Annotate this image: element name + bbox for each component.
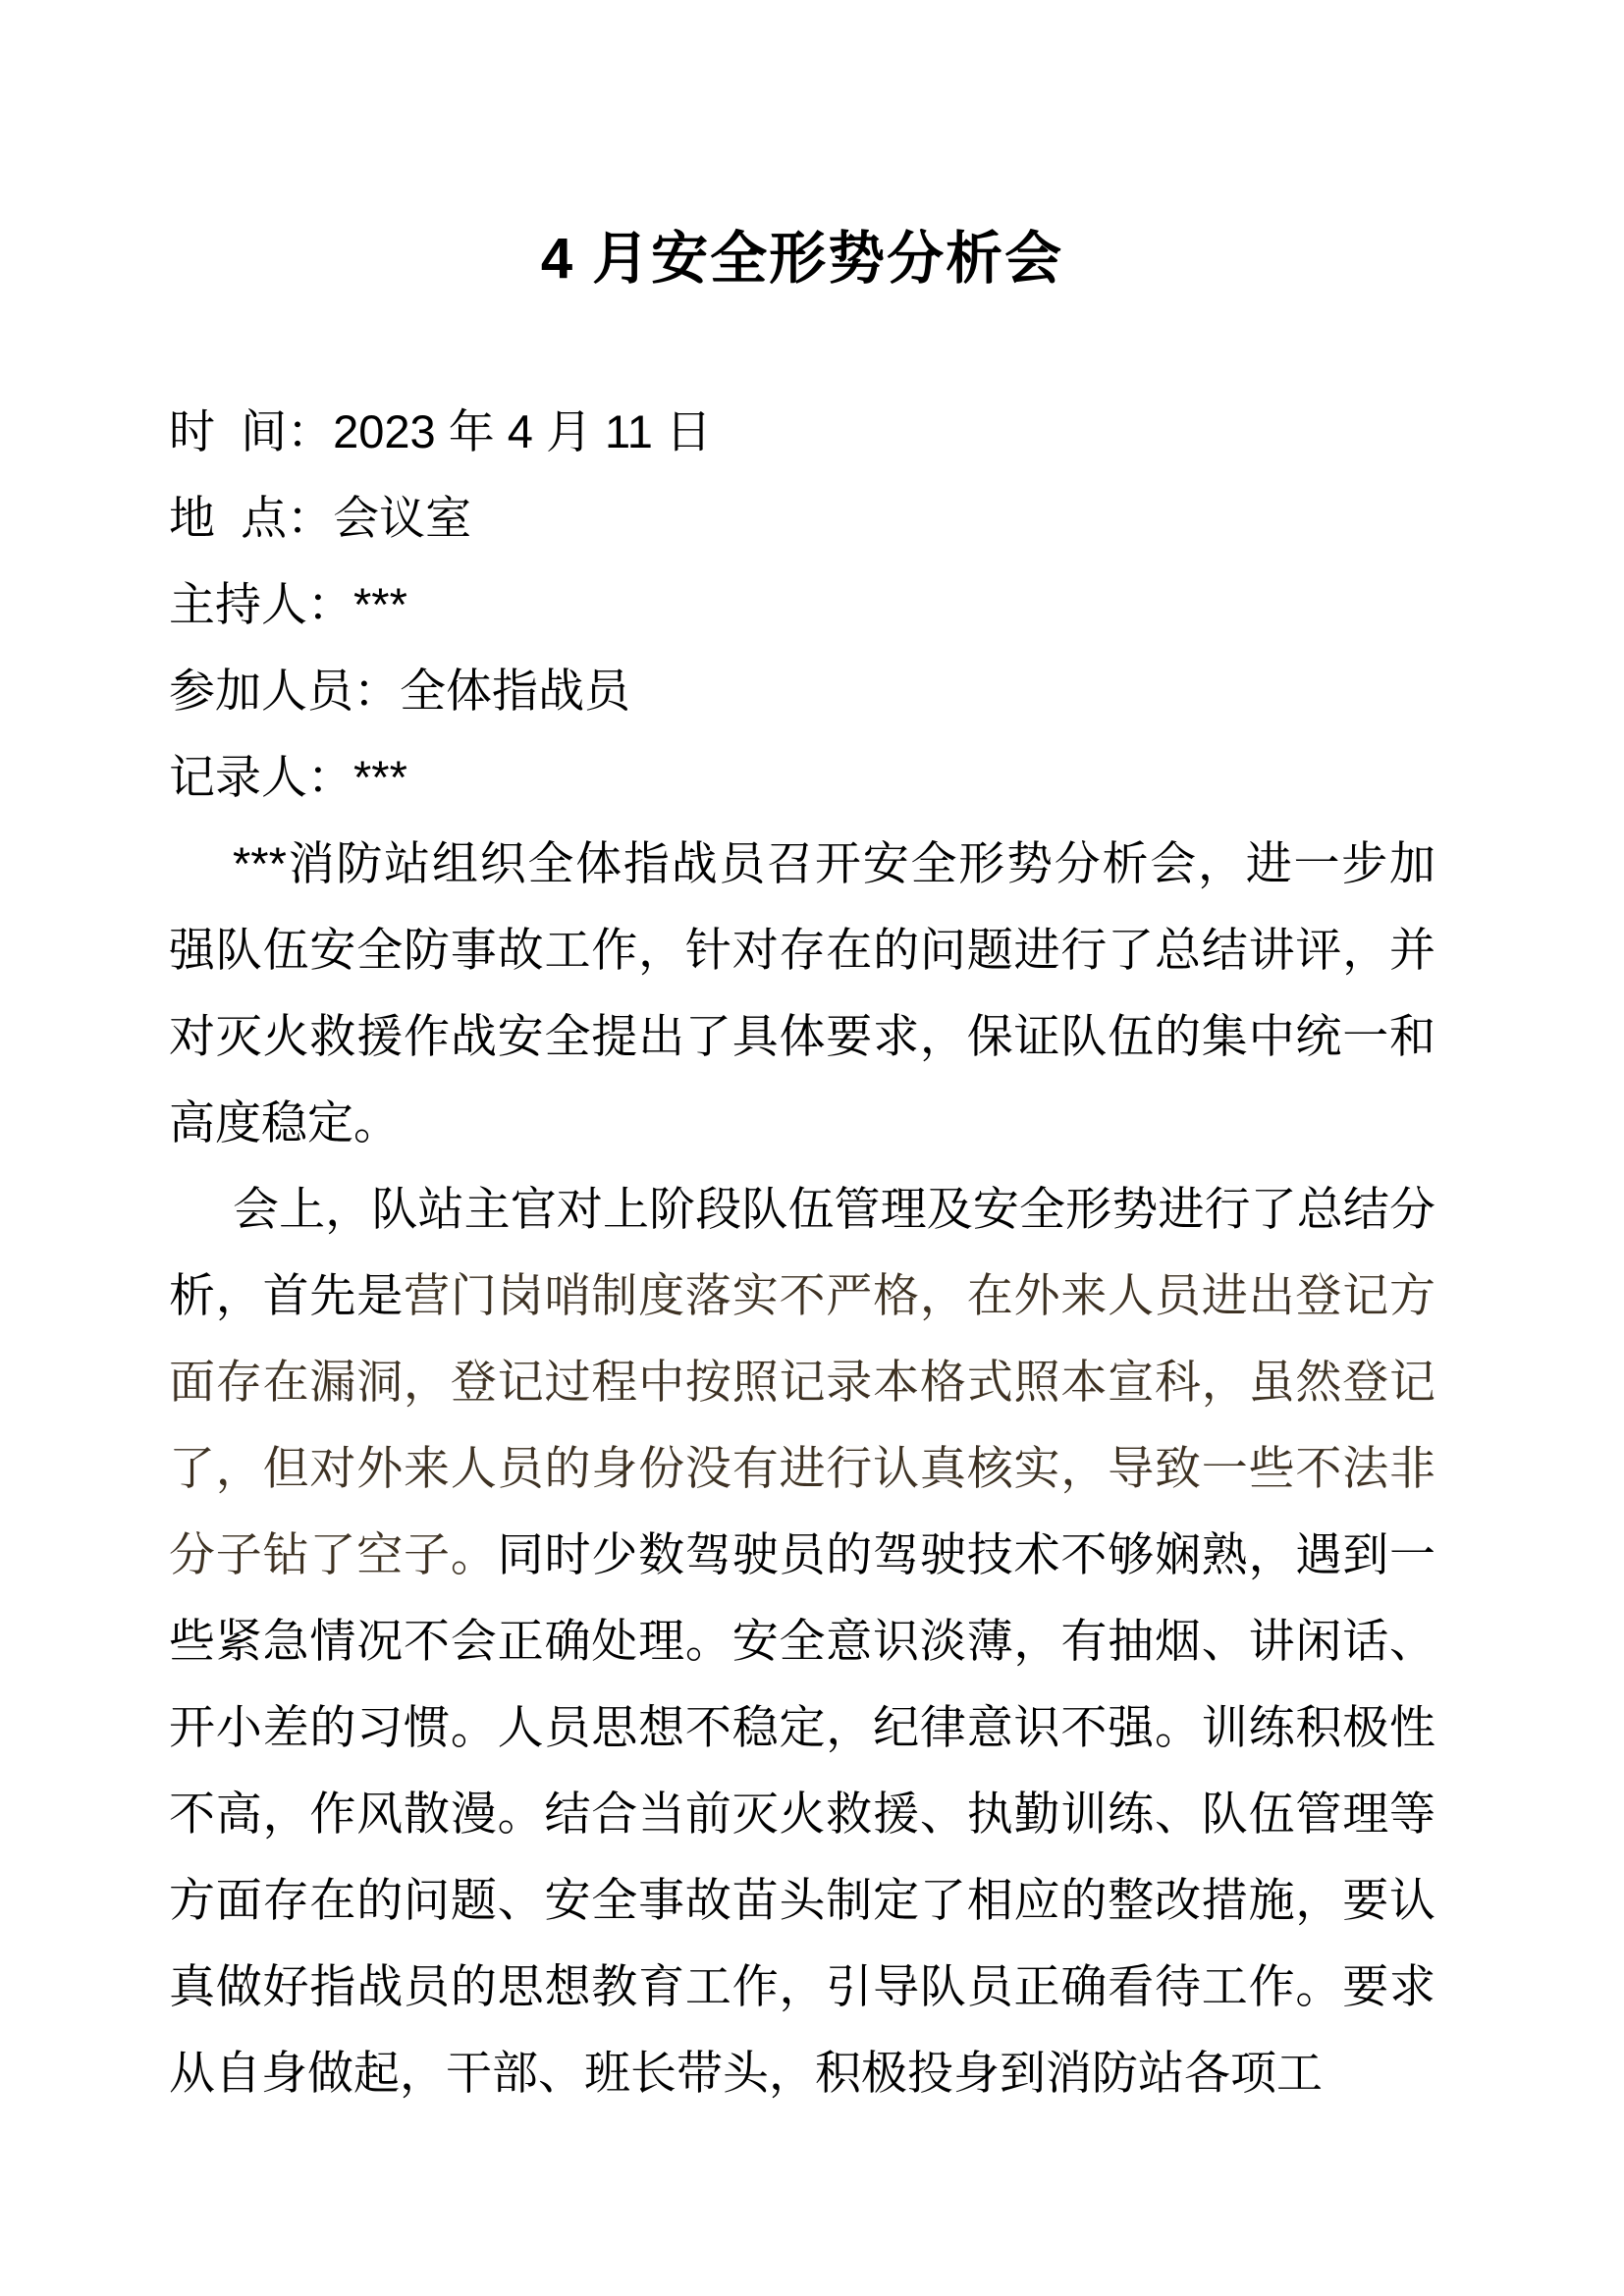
document-content: [169, 0, 1435, 2116]
meta-line-participants: 参加人员：全体指战员: [169, 665, 630, 717]
page-title: 4 月安全形势分析会: [540, 227, 1064, 291]
meta-line-host: 主持人：***: [169, 578, 407, 630]
paragraph-2: [169, 1166, 1435, 2116]
paragraph-2-text-black-tail: 同时少数驾驶员的驾驶技术不够娴熟，遇到一些紧急情况不会正确处理。安全意识淡薄，有抽烟、讲闲话、开小差的习惯。人员思想不稳定，纪律意识不强。训练积极性不高，作风散漫。结合当前灭火救援、执勤训练、队伍管理等方面存在的问题、安全事故苗头制定了相应的整改措施，要认真做好指战员的思想教育工作，引导队员正确看待工作。要求从自身做起，干部、班长带头，积极投身到消防站各项工: [169, 1528, 1436, 2099]
meta-line-time: 时 间：2023 年 4 月 11 日: [169, 405, 712, 457]
meta-line-location: 地 点：会议室: [169, 492, 472, 544]
paragraph-1: [169, 821, 1435, 1166]
paragraph-2-text-black-lead: 会上，队站主官对上阶段队伍管理及安全形势进行了总结分析，首先是: [169, 1183, 1435, 1321]
paragraph-2-text-brown-highlight: 营门岗哨制度落实不严格，在外来人员进出登记方面存在漏洞，登记过程中按照记录本格式照本宣科，虽然登记了，但对外来人员的身份没有进行认真核实，导致一些不法非分子钻了空子。: [169, 1269, 1436, 1580]
meta-line-recorder: 记录人：***: [169, 751, 407, 803]
paragraph-1-text: ***消防站组织全体指战员召开安全形势分析会，进一步加强队伍安全防事故工作，针对存在的问题进行了总结讲评，并对灭火救援作战安全提出了具体要求，保证队伍的集中统一和高度稳定。: [169, 837, 1435, 1148]
meta-section: [169, 389, 1435, 821]
